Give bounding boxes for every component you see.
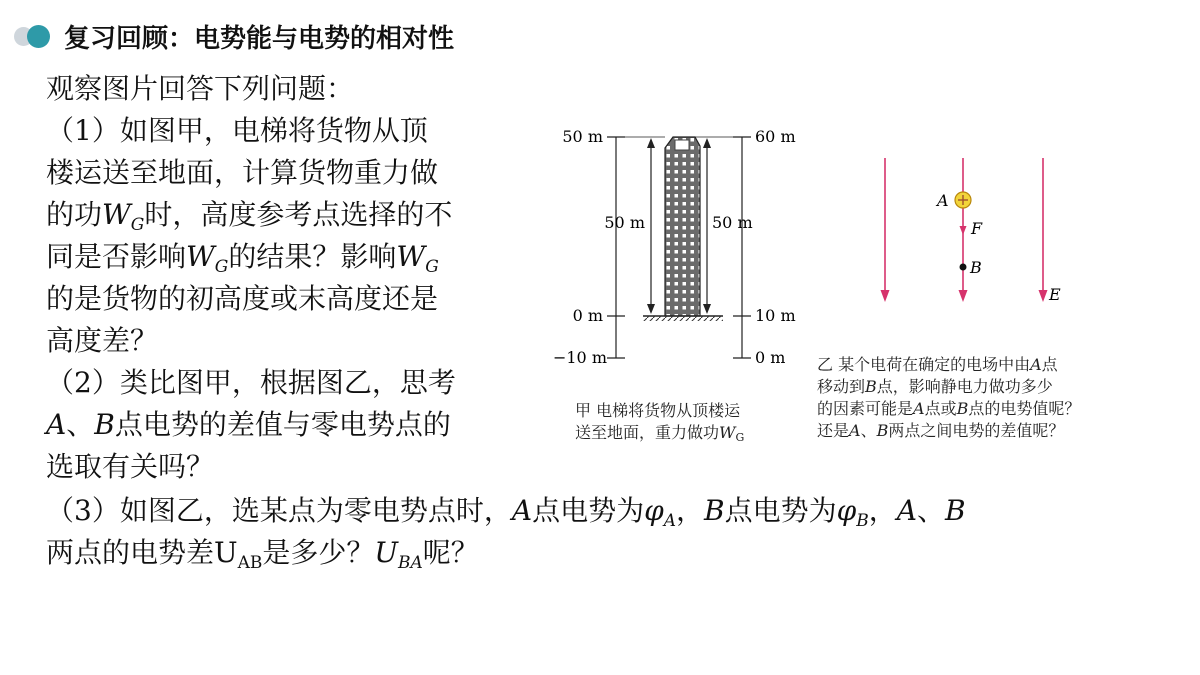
figure-b-caption-line4: 还是A、B两点之间电势的差值呢？ [817, 421, 1065, 440]
bullet-dots-icon [14, 24, 58, 48]
label-force-f: F [971, 219, 983, 238]
q2-line2: A、B点电势的差值与零电势点的 [46, 408, 451, 441]
q2-line1: （2）类比图甲，根据图乙，思考 [46, 366, 456, 399]
label-right-lower: 0 m [755, 348, 786, 367]
figure-b-field [881, 158, 1048, 302]
figure-a-caption-line2: 送至地面，重力做功$W_G$ [575, 423, 745, 444]
q1-line3: 的功$W_G$时，高度参考点选择的不 [46, 198, 453, 235]
figure-b-caption-line3: 的因素可能是A点或B点的电势值呢？ [817, 399, 1081, 418]
figure-b-caption-line2: 移动到B点，影响静电力做功多少 [817, 377, 1053, 396]
q1-line5: 的是货物的初高度或末高度还是 [46, 282, 439, 315]
figure-a-caption-line1: 甲 电梯将货物从顶楼运 [575, 401, 741, 420]
label-left-lower: −10 m [552, 348, 607, 367]
label-point-a: A [937, 191, 949, 210]
label-right-top: 60 m [755, 127, 796, 146]
question-intro: 观察图片回答下列问题： [46, 72, 355, 105]
slide-header [14, 14, 454, 58]
q1-line2: 楼运送至地面，计算货物重力做 [46, 156, 439, 189]
label-point-b: B [970, 258, 982, 277]
q1-line1: （1）如图甲，电梯将货物从顶 [46, 114, 428, 147]
q3-line2: 两点的电势差$U_{AB}$是多少？$U_{BA}$呢？ [46, 536, 479, 573]
q1-line6: 高度差？ [46, 324, 159, 357]
label-left-top: 50 m [562, 127, 603, 146]
q3-line1: （3）如图乙，选某点为零电势点时，A点电势为$\varphi_A$，B点电势为$\varphi_B$，A、B [46, 494, 966, 531]
label-left-height: 50 m [604, 213, 645, 232]
q1-line4: 同是否影响$W_G$的结果？影响$W_G$ [46, 240, 439, 277]
figure-b-caption-line1: 乙 某个电荷在确定的电场中由A点 [817, 355, 1058, 374]
q2-line3: 选取有关吗？ [46, 450, 215, 483]
label-left-bottom: 0 m [572, 306, 603, 325]
label-right-bottom: 10 m [755, 306, 796, 325]
label-right-height: 50 m [712, 213, 753, 232]
figure-a-building [607, 137, 751, 358]
label-field-e: E [1049, 285, 1061, 304]
figures [545, 120, 1165, 460]
slide-title: 复习回顾：电势能与电势的相对性 [64, 23, 455, 54]
